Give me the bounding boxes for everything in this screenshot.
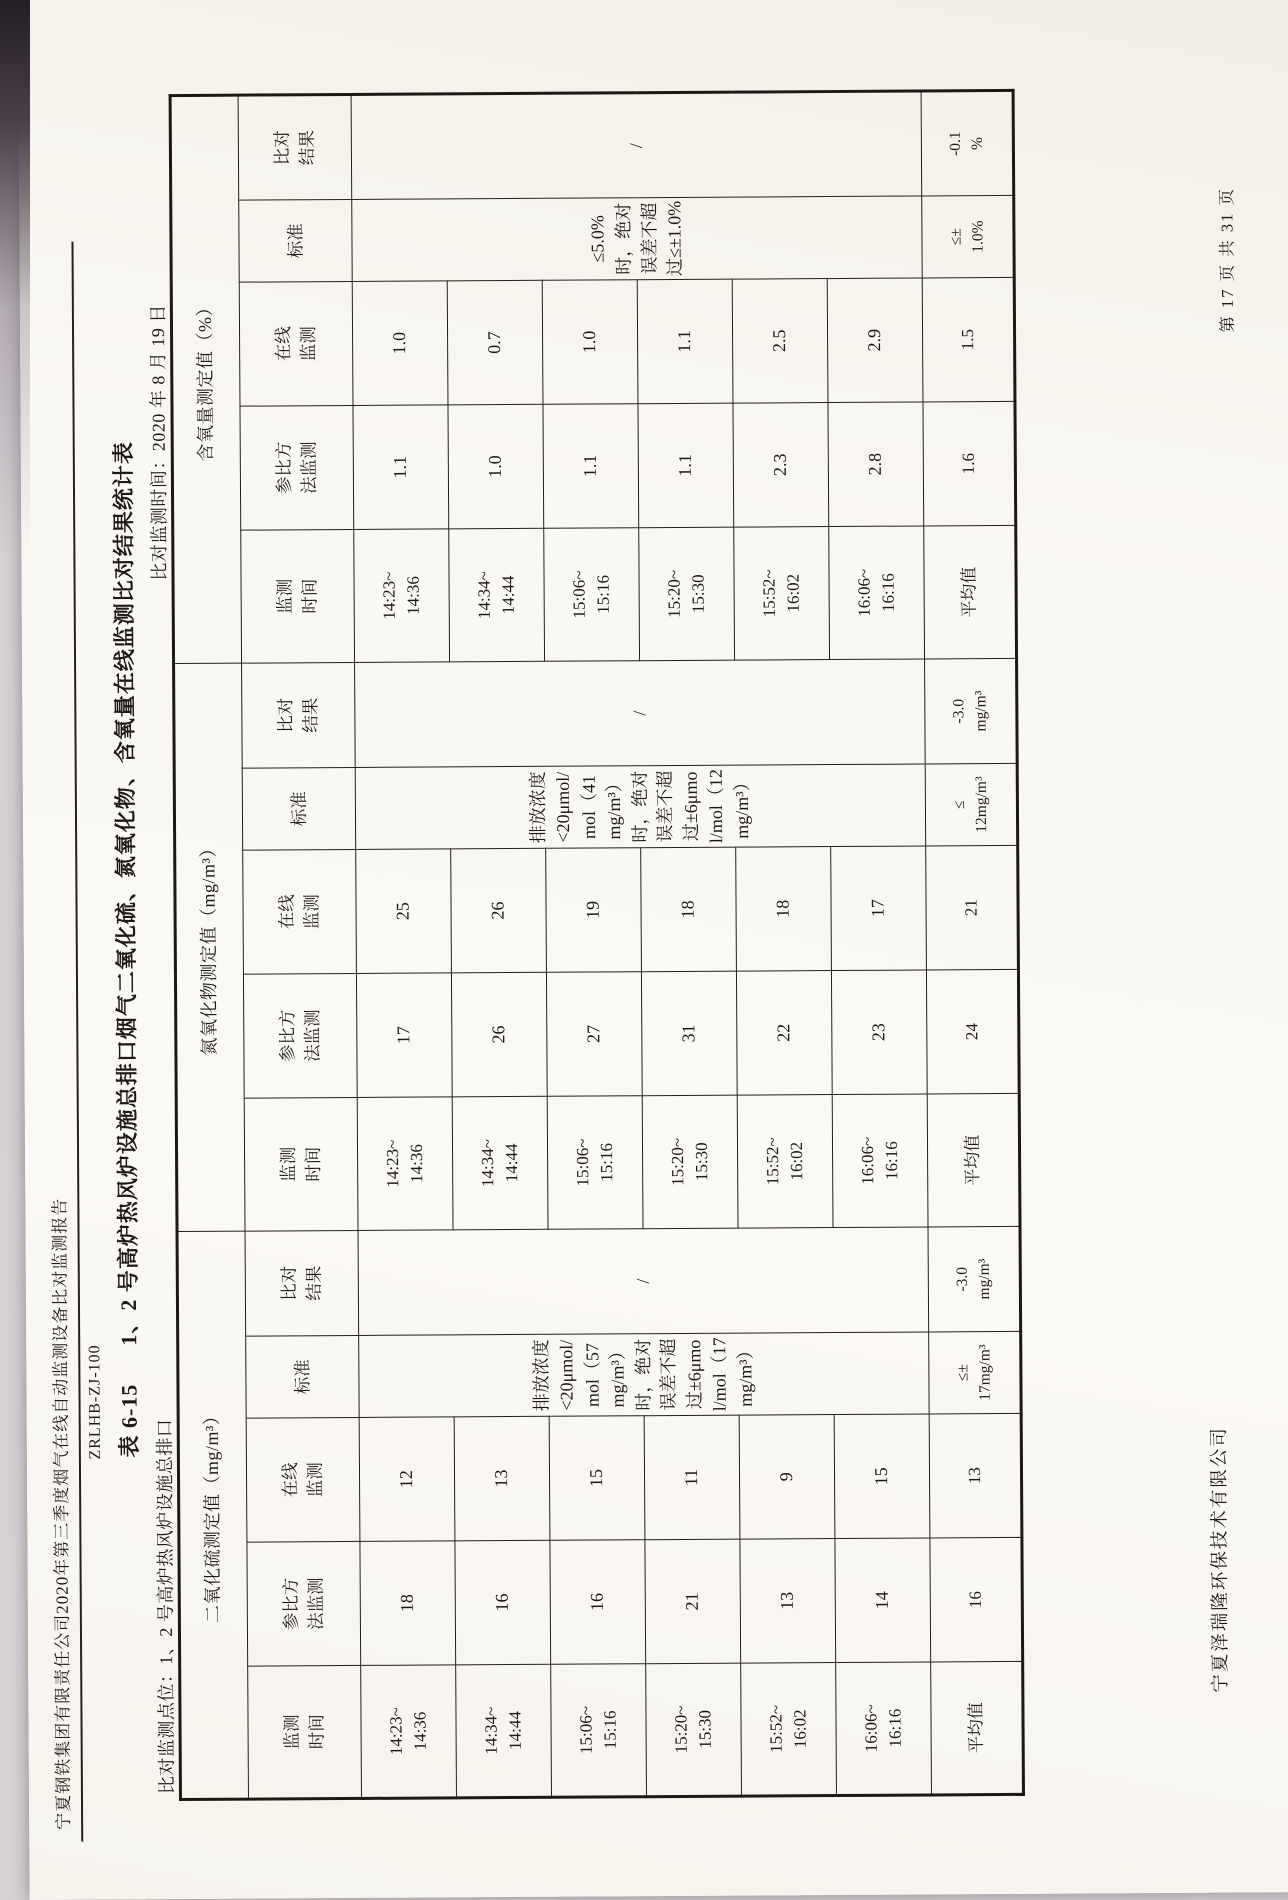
cell-nox-ref: 27 — [546, 972, 642, 1097]
cell-so2-cems: 9 — [739, 1415, 835, 1540]
doc-number: ZRLHB-ZJ-100 — [86, 1344, 104, 1460]
cell-o2-time: 15:20~ 15:30 — [639, 527, 735, 661]
cell-nox-cems: 26 — [451, 848, 547, 973]
cell-so2-avg-cems: 13 — [929, 1413, 1022, 1538]
cell-so2-time: 16:06~ 16:16 — [836, 1662, 932, 1796]
cell-o2-avg-ref: 1.6 — [923, 401, 1016, 526]
cell-nox-cems: 17 — [831, 846, 927, 971]
cell-o2-time: 16:06~ 16:16 — [829, 526, 925, 660]
cell-nox-time: 14:23~ 14:36 — [357, 1097, 453, 1231]
cell-so2-avg-label: 平均值 — [931, 1661, 1024, 1795]
cell-nox-time: 15:20~ 15:30 — [642, 1095, 738, 1229]
col-header-ref: 参比方 法监测 — [243, 973, 357, 1098]
cell-so2-standard: 排放浓度<20μmol/mol（57mg/m³）时，绝对误差不超过±6μmol/mol（17mg/m³） — [359, 1332, 929, 1417]
cell-nox-result: / — [355, 659, 926, 767]
col-header-result: 比对 结果 — [238, 94, 352, 200]
cell-o2-time: 15:06~ 15:16 — [544, 528, 640, 662]
cell-nox-cems: 25 — [356, 849, 452, 974]
cell-so2-time: 15:06~ 15:16 — [551, 1664, 647, 1798]
cell-so2-ref: 16 — [455, 1540, 551, 1665]
cell-o2-ref: 1.1 — [353, 405, 449, 530]
cell-so2-time: 14:34~ 14:44 — [456, 1664, 552, 1798]
cell-so2-time: 15:52~ 16:02 — [741, 1663, 837, 1797]
monitoring-point: 比对监测点位：1、2 号高炉热风炉设施总排口 — [154, 1418, 177, 1795]
col-header-cems: 在线 监测 — [246, 1417, 360, 1542]
cell-nox-ref: 26 — [451, 972, 547, 1097]
col-header-ref: 参比方 法监测 — [240, 405, 354, 530]
cell-o2-cems: 1.0 — [542, 280, 638, 405]
cell-so2-ref: 18 — [360, 1541, 456, 1666]
cell-o2-time: 14:34~ 14:44 — [449, 528, 545, 662]
cell-nox-time: 14:34~ 14:44 — [452, 1096, 548, 1230]
cell-o2-ref: 1.1 — [638, 403, 734, 528]
col-header-time: 监测 时间 — [244, 1097, 358, 1231]
cell-nox-ref: 31 — [641, 971, 737, 1096]
cell-o2-time: 14:23~ 14:36 — [354, 529, 450, 663]
cell-so2-avg-ref: 16 — [930, 1537, 1023, 1662]
cell-o2-avg-standard: ≤± 1.0% — [922, 195, 1014, 278]
section-header-o2: 含氧量测定值（%） — [170, 95, 241, 663]
cell-nox-ref: 23 — [831, 970, 927, 1095]
page-sheet — [18, 0, 1288, 1900]
section-header-nox: 氮氧化物测定值（mg/m³） — [174, 663, 245, 1231]
cell-o2-cems: 2.9 — [827, 278, 923, 403]
monitoring-date: 比对监测时间：2020 年 8 月 19 日 — [147, 304, 170, 581]
cell-nox-ref: 17 — [356, 973, 452, 1098]
col-header-result: 比对 结果 — [245, 1230, 359, 1336]
cell-so2-time: 15:20~ 15:30 — [646, 1663, 742, 1797]
cell-o2-cems: 0.7 — [447, 280, 543, 405]
col-header-cems: 在线 监测 — [243, 849, 357, 974]
cell-nox-time: 16:06~ 16:16 — [832, 1094, 928, 1228]
section-header-so2: 二氧化硫测定值（mg/m³） — [177, 1231, 248, 1799]
col-header-ref: 参比方 法监测 — [247, 1541, 361, 1666]
cell-nox-avg-label: 平均值 — [927, 1093, 1020, 1227]
cell-o2-time: 15:52~ 16:02 — [734, 526, 830, 660]
cell-o2-ref: 1.1 — [543, 404, 639, 529]
cell-o2-avg-label: 平均值 — [924, 525, 1017, 659]
cell-so2-avg-result: -3.0 mg/m³ — [928, 1226, 1021, 1332]
cell-so2-ref: 14 — [835, 1538, 931, 1663]
table-number: 表 6-15 — [116, 1383, 142, 1458]
cell-so2-ref: 16 — [550, 1540, 646, 1665]
cell-nox-standard: 排放浓度<20μmol/mol（41mg/m³）时，绝对误差不超过±6μmol/mol（12mg/m³） — [355, 764, 925, 849]
col-header-time: 监测 时间 — [248, 1665, 362, 1799]
cell-so2-cems: 12 — [359, 1417, 455, 1542]
cell-so2-ref: 13 — [740, 1539, 836, 1664]
comparison-table — [169, 89, 1025, 1801]
cell-nox-cems: 18 — [736, 846, 832, 971]
cell-o2-cems: 1.0 — [352, 281, 448, 406]
cell-o2-result: / — [351, 91, 922, 200]
cell-so2-cems: 15 — [834, 1414, 930, 1539]
col-header-time: 监测 时间 — [241, 529, 355, 663]
cell-o2-avg-result: -0.1 % — [921, 90, 1014, 196]
cell-nox-avg-standard: ≤ 12mg/m³ — [925, 763, 1017, 846]
cell-so2-result: / — [358, 1227, 929, 1336]
col-header-result: 比对 结果 — [242, 662, 356, 768]
cell-nox-ref: 22 — [736, 970, 832, 1095]
cell-nox-cems: 18 — [641, 847, 737, 972]
table-caption: 1、2 号高炉热风炉设施总排口烟气二氧化硫、氮氧化物、含氧量在线监测比对结果统计表 — [110, 441, 142, 1346]
col-header-standard: 标准 — [246, 1335, 359, 1418]
header-rule — [71, 242, 83, 1842]
cell-o2-standard: ≤5.0%时，绝对误差不超过≤±1.0% — [352, 196, 922, 281]
cell-nox-avg-result: -3.0 mg/m³ — [925, 658, 1018, 764]
col-header-cems: 在线 监测 — [239, 281, 353, 406]
cell-nox-time: 15:06~ 15:16 — [547, 1096, 643, 1230]
cell-o2-avg-cems: 1.5 — [922, 277, 1015, 402]
cell-so2-cems: 15 — [549, 1416, 645, 1541]
cell-o2-cems: 1.1 — [637, 279, 733, 404]
col-header-standard: 标准 — [239, 199, 352, 282]
footer-company: 宁夏泽瑞隆环保技术有限公司 — [1209, 1426, 1232, 1693]
cell-o2-cems: 2.5 — [732, 278, 828, 403]
cell-so2-cems: 11 — [644, 1415, 740, 1540]
cell-so2-avg-standard: ≤± 17mg/m³ — [929, 1331, 1021, 1414]
page-number: 第 17 页 共 31 页 — [1217, 186, 1238, 333]
cell-nox-time: 15:52~ 16:02 — [737, 1094, 833, 1228]
cell-so2-cems: 13 — [454, 1416, 550, 1541]
cell-o2-ref: 2.8 — [828, 402, 924, 527]
cell-so2-ref: 21 — [645, 1539, 741, 1664]
cell-nox-cems: 19 — [546, 848, 642, 973]
cell-o2-ref: 1.0 — [448, 404, 544, 529]
cell-nox-avg-cems: 21 — [926, 845, 1019, 970]
report-header-text: 宁夏钢铁集团有限责任公司2020年第三季度烟气在线自动监测设备比对监测报告 — [50, 1197, 74, 1830]
cell-nox-avg-ref: 24 — [926, 969, 1019, 1094]
cell-o2-ref: 2.3 — [733, 402, 829, 527]
col-header-standard: 标准 — [242, 767, 355, 850]
table-title — [104, 59, 146, 1839]
cell-so2-time: 14:23~ 14:36 — [361, 1665, 457, 1799]
